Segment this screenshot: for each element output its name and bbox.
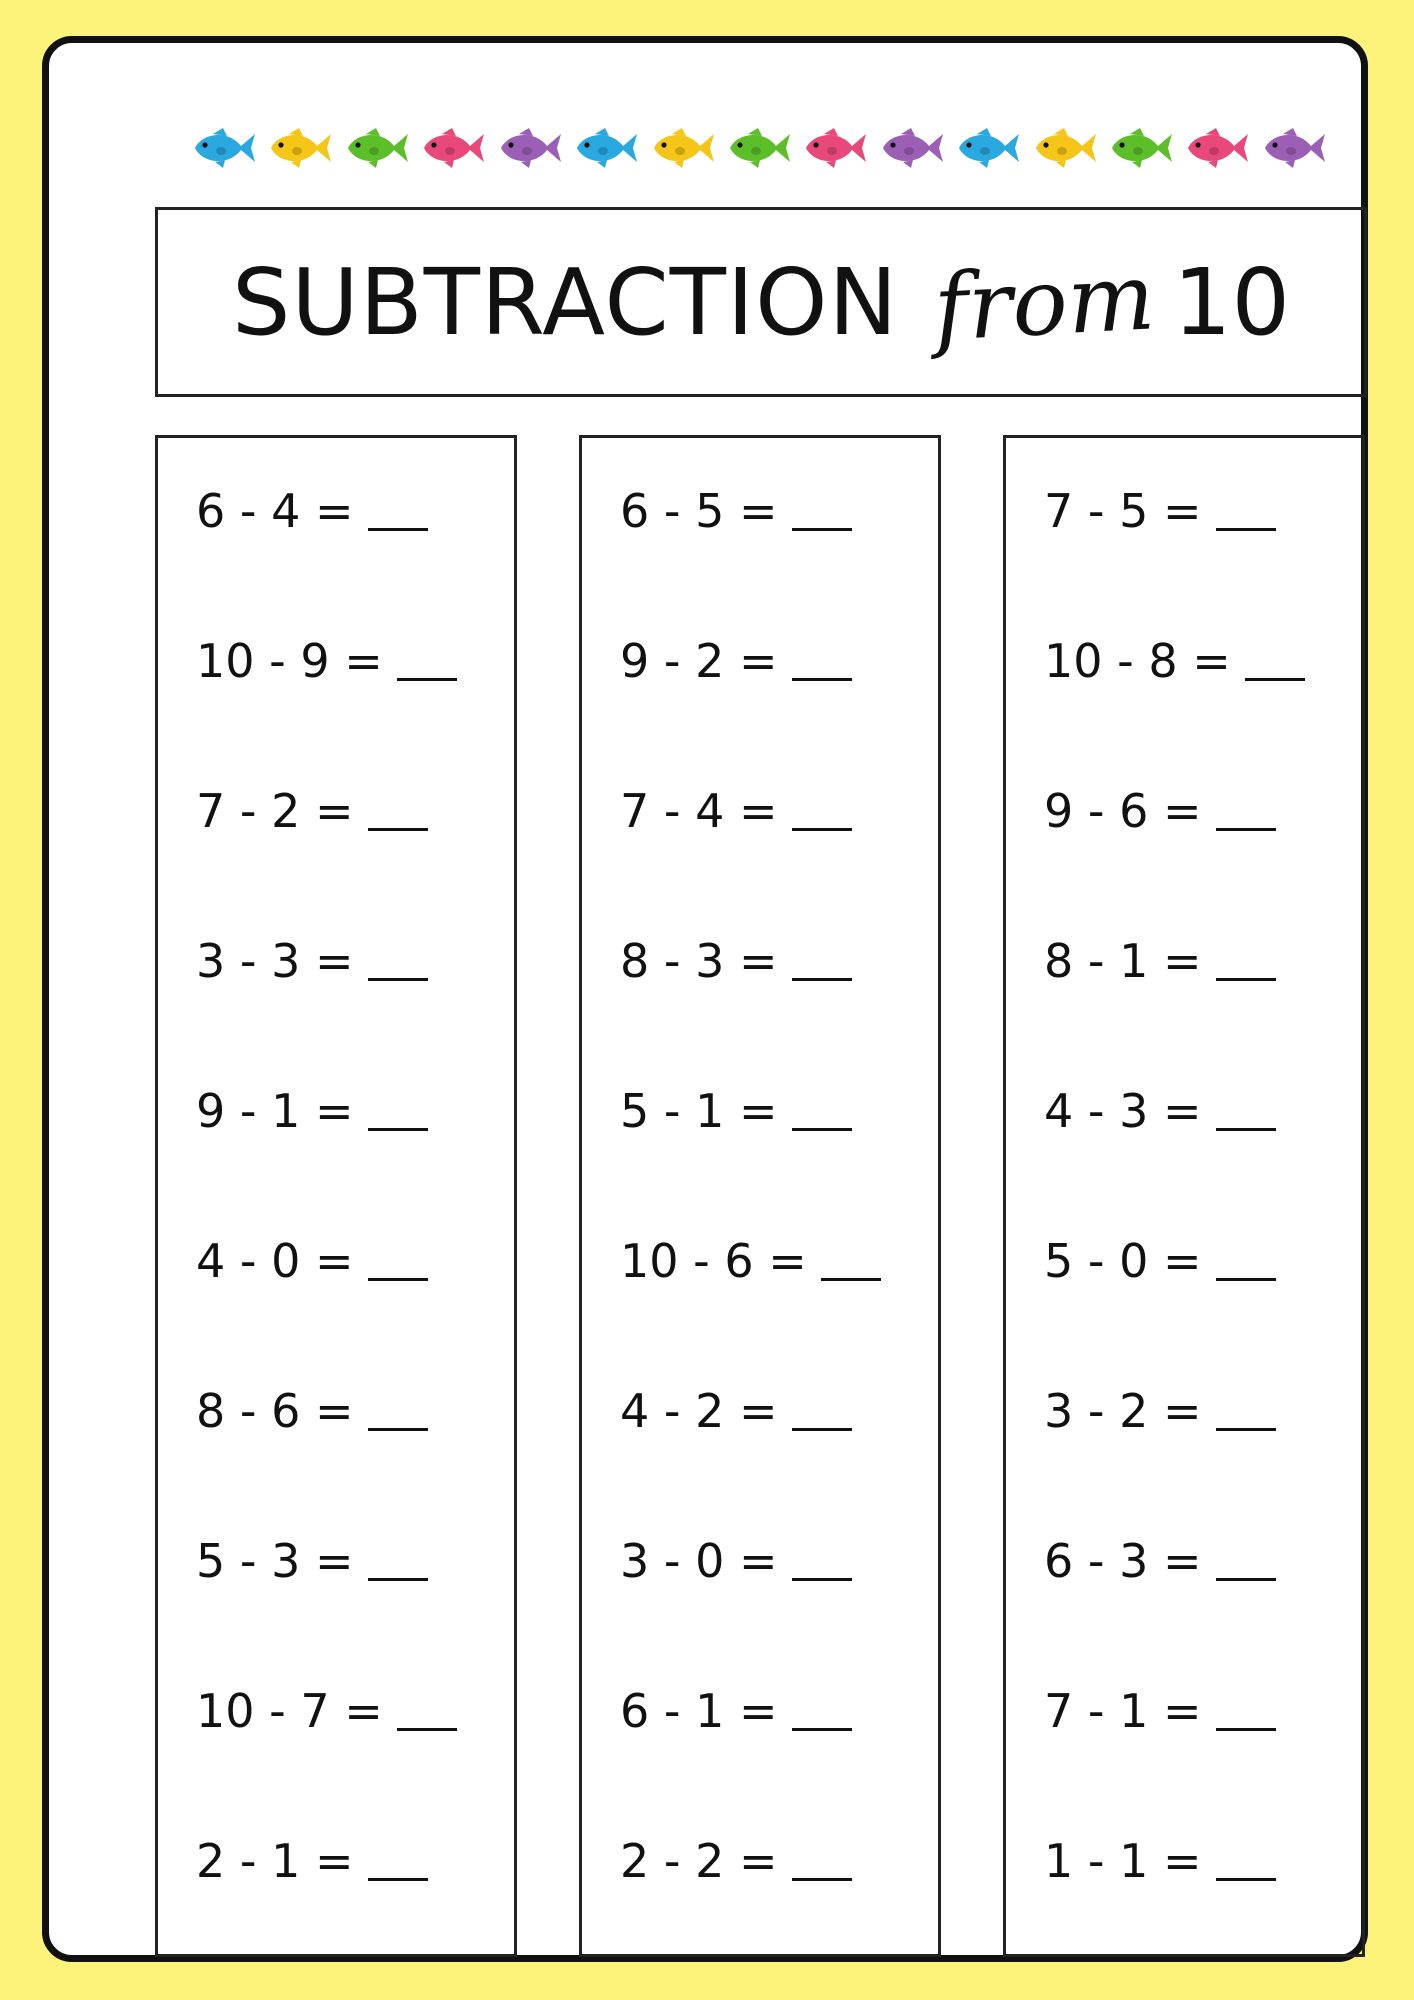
problem-expression: 3 - 0 (620, 1534, 725, 1588)
subtraction-problem (196, 1234, 428, 1288)
subtraction-problem (1044, 1834, 1276, 1888)
problem-expression: 4 - 2 (620, 1384, 725, 1438)
problem-expression: 6 - 5 (620, 484, 725, 538)
subtraction-problem (620, 634, 852, 688)
subtraction-problem (196, 1834, 428, 1888)
equals-sign: = (1177, 634, 1246, 688)
equals-sign: = (300, 1534, 369, 1588)
equals-sign: = (1148, 1234, 1217, 1288)
answer-blank[interactable] (368, 1876, 428, 1881)
fish-icon (953, 126, 1023, 170)
answer-blank[interactable] (368, 976, 428, 981)
subtraction-problem (1044, 1084, 1276, 1138)
problem-expression: 10 - 8 (1044, 634, 1178, 688)
equals-sign: = (1148, 1084, 1217, 1138)
problem-expression: 10 - 7 (196, 1684, 330, 1738)
fish-icon (1030, 126, 1100, 170)
answer-blank[interactable] (792, 1426, 852, 1431)
subtraction-problem (620, 1534, 852, 1588)
answer-blank[interactable] (368, 1126, 428, 1131)
problem-expression: 5 - 3 (196, 1534, 301, 1588)
subtraction-problem (620, 1684, 852, 1738)
problem-expression: 3 - 3 (196, 934, 301, 988)
fish-icon (877, 126, 947, 170)
fish-icon (265, 126, 335, 170)
answer-blank[interactable] (792, 1726, 852, 1731)
title-script: from (931, 242, 1158, 362)
problem-expression: 8 - 3 (620, 934, 725, 988)
problem-expression: 6 - 1 (620, 1684, 725, 1738)
subtraction-problem (620, 484, 852, 538)
subtraction-problem (196, 934, 428, 988)
equals-sign: = (300, 934, 369, 988)
fish-icon (648, 126, 718, 170)
subtraction-problem (1044, 1234, 1276, 1288)
equals-sign: = (753, 1234, 822, 1288)
problem-expression: 2 - 1 (196, 1834, 301, 1888)
problem-expression: 3 - 2 (1044, 1384, 1149, 1438)
subtraction-problem (1044, 784, 1276, 838)
problem-expression: 2 - 2 (620, 1834, 725, 1888)
answer-blank[interactable] (368, 1276, 428, 1281)
subtraction-problem (620, 1384, 852, 1438)
fish-icon (418, 126, 488, 170)
problem-expression: 6 - 4 (196, 484, 301, 538)
subtraction-problem (1044, 1684, 1276, 1738)
equals-sign: = (1148, 1684, 1217, 1738)
answer-blank[interactable] (792, 826, 852, 831)
answer-blank[interactable] (1216, 1576, 1276, 1581)
equals-sign: = (724, 484, 793, 538)
subtraction-problem (196, 484, 428, 538)
fish-icon (342, 126, 412, 170)
equals-sign: = (1148, 784, 1217, 838)
fish-icon (724, 126, 794, 170)
fish-icon (1259, 126, 1329, 170)
answer-blank[interactable] (792, 526, 852, 531)
problem-expression: 7 - 5 (1044, 484, 1149, 538)
fish-icon (1106, 126, 1176, 170)
answer-blank[interactable] (792, 976, 852, 981)
answer-blank[interactable] (1216, 526, 1276, 531)
answer-blank[interactable] (1216, 1276, 1276, 1281)
equals-sign: = (329, 634, 398, 688)
answer-blank[interactable] (368, 826, 428, 831)
equals-sign: = (1148, 1534, 1217, 1588)
problem-expression: 10 - 6 (620, 1234, 754, 1288)
equals-sign: = (1148, 484, 1217, 538)
problem-expression: 8 - 1 (1044, 934, 1149, 988)
subtraction-problem (620, 784, 852, 838)
problem-expression: 7 - 1 (1044, 1684, 1149, 1738)
fish-icon (1182, 126, 1252, 170)
problem-expression: 8 - 6 (196, 1384, 301, 1438)
subtraction-problem (1044, 934, 1276, 988)
answer-blank[interactable] (821, 1276, 881, 1281)
subtraction-problem (620, 1834, 852, 1888)
title-box (155, 207, 1367, 397)
subtraction-problem (196, 1684, 457, 1738)
subtraction-problem (1044, 1384, 1276, 1438)
answer-blank[interactable] (792, 1126, 852, 1131)
problem-expression: 9 - 1 (196, 1084, 301, 1138)
equals-sign: = (724, 1384, 793, 1438)
problem-expression: 1 - 1 (1044, 1834, 1149, 1888)
subtraction-problem (196, 634, 457, 688)
equals-sign: = (300, 784, 369, 838)
answer-blank[interactable] (1245, 676, 1305, 681)
answer-blank[interactable] (792, 1576, 852, 1581)
answer-blank[interactable] (792, 676, 852, 681)
equals-sign: = (724, 1084, 793, 1138)
problem-expression: 4 - 3 (1044, 1084, 1149, 1138)
equals-sign: = (1148, 1384, 1217, 1438)
subtraction-problem (620, 1084, 852, 1138)
fish-border (189, 123, 1329, 173)
subtraction-problem (1044, 634, 1305, 688)
answer-blank[interactable] (368, 1426, 428, 1431)
title-number: 10 (1172, 248, 1291, 356)
subtraction-problem (196, 1534, 428, 1588)
subtraction-problem (620, 934, 852, 988)
answer-blank[interactable] (1216, 826, 1276, 831)
equals-sign: = (724, 1534, 793, 1588)
equals-sign: = (300, 484, 369, 538)
subtraction-problem (196, 1384, 428, 1438)
problem-expression: 6 - 3 (1044, 1534, 1149, 1588)
equals-sign: = (1148, 1834, 1217, 1888)
fish-icon (189, 126, 259, 170)
equals-sign: = (724, 1834, 793, 1888)
problem-expression: 9 - 2 (620, 634, 725, 688)
subtraction-problem (1044, 1534, 1276, 1588)
equals-sign: = (724, 634, 793, 688)
answer-blank[interactable] (368, 1576, 428, 1581)
equals-sign: = (724, 934, 793, 988)
problem-expression: 5 - 0 (1044, 1234, 1149, 1288)
answer-blank[interactable] (1216, 976, 1276, 981)
problem-expression: 7 - 4 (620, 784, 725, 838)
answer-blank[interactable] (1216, 1126, 1276, 1131)
answer-blank[interactable] (1216, 1426, 1276, 1431)
fish-icon (571, 126, 641, 170)
fish-icon (495, 126, 565, 170)
equals-sign: = (300, 1384, 369, 1438)
problem-expression: 10 - 9 (196, 634, 330, 688)
answer-blank[interactable] (1216, 1726, 1276, 1731)
problem-column-2 (579, 435, 941, 1957)
problem-expression: 9 - 6 (1044, 784, 1149, 838)
worksheet (42, 36, 1368, 1962)
subtraction-problem (620, 1234, 881, 1288)
problem-expression: 5 - 1 (620, 1084, 725, 1138)
equals-sign: = (1148, 934, 1217, 988)
answer-blank[interactable] (397, 1726, 457, 1731)
problem-expression: 7 - 2 (196, 784, 301, 838)
answer-blank[interactable] (397, 676, 457, 681)
answer-blank[interactable] (1216, 1876, 1276, 1881)
problem-column-1 (155, 435, 517, 1957)
equals-sign: = (724, 784, 793, 838)
title-main: SUBTRACTION (231, 248, 899, 356)
subtraction-problem (196, 784, 428, 838)
equals-sign: = (300, 1084, 369, 1138)
subtraction-problem (196, 1084, 428, 1138)
answer-blank[interactable] (792, 1876, 852, 1881)
equals-sign: = (300, 1234, 369, 1288)
equals-sign: = (724, 1684, 793, 1738)
equals-sign: = (300, 1834, 369, 1888)
subtraction-problem (1044, 484, 1276, 538)
answer-blank[interactable] (368, 526, 428, 531)
equals-sign: = (329, 1684, 398, 1738)
problem-expression: 4 - 0 (196, 1234, 301, 1288)
fish-icon (800, 126, 870, 170)
problem-column-3 (1003, 435, 1365, 1957)
